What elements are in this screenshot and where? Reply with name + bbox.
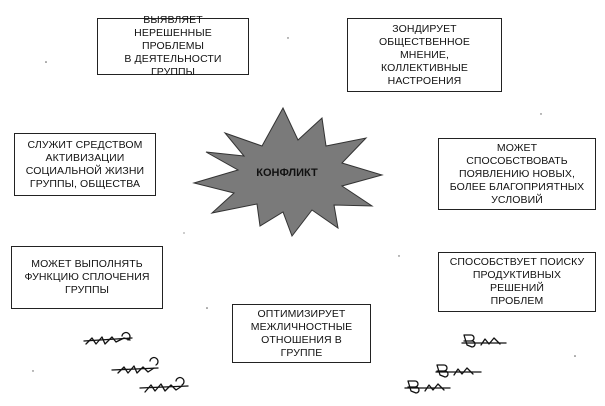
box-top-right-text: ЗОНДИРУЕТ ОБЩЕСТВЕННОЕ МНЕНИЕ, КОЛЛЕКТИВНЫЕ НАСТРОЕНИЯ xyxy=(378,22,471,87)
box-bottom-left-text: МОЖЕТ ВЫПОЛНЯТЬ ФУНКЦИЮ СПЛОЧЕНИЯ ГРУППЫ xyxy=(24,258,150,296)
scan-specks xyxy=(32,37,576,371)
box-mid-left-text: СЛУЖИТ СРЕДСТВОМ АКТИВИЗАЦИИ СОЦИАЛЬНОЙ ЖИЗНИ ГРУППЫ, ОБЩЕСТВА xyxy=(25,138,145,190)
scribble-right-3 xyxy=(405,381,450,393)
scribble-left-3 xyxy=(140,378,188,392)
box-top-left-text: ВЫЯВЛЯЕТ НЕРЕШЕННЫЕ ПРОБЛЕМЫ В ДЕЯТЕЛЬНОСТИ ГРУППЫ xyxy=(124,14,222,78)
box-mid-right-text: МОЖЕТ СПОСОБСТВОВАТЬ ПОЯВЛЕНИЮ НОВЫХ, БОЛЕЕ БЛАГОПРИЯТНЫХ УСЛОВИЙ xyxy=(449,141,585,206)
scribble-right-1 xyxy=(462,335,506,347)
scribble-right-2 xyxy=(436,365,481,377)
scribble-left-1 xyxy=(84,333,132,344)
conflict-label: КОНФЛИКТ xyxy=(256,167,318,179)
box-bottom-center-text: ОПТИМИЗИРУЕТ МЕЖЛИЧНОСТНЫЕ ОТНОШЕНИЯ В ГРУППЕ xyxy=(250,307,353,359)
box-bottom-right-text: СПОСОБСТВУЕТ ПОИСКУ ПРОДУКТИВНЫХ РЕШЕНИЙ ПРОБЛЕМ xyxy=(449,256,585,307)
scribble-left-2 xyxy=(112,358,158,373)
